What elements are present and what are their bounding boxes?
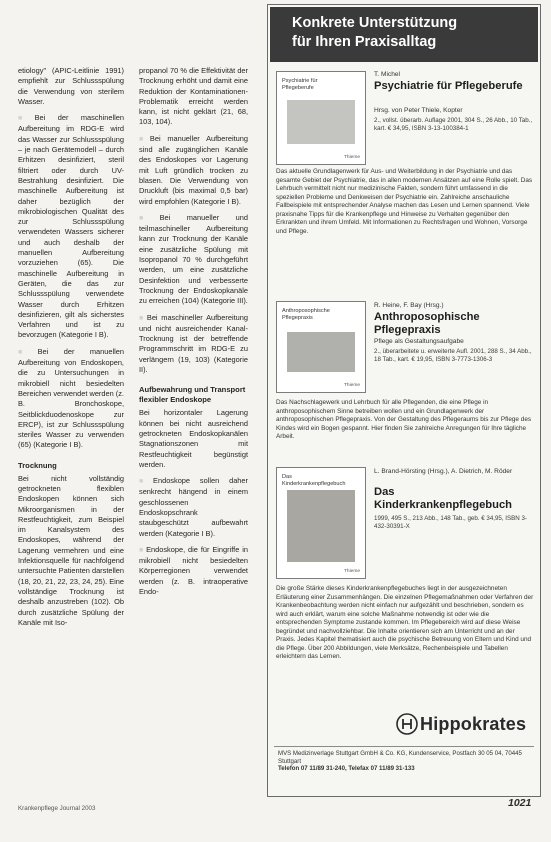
ad-title-line-1: Konkrete Unterstützung — [292, 15, 458, 31]
article-column-1 — [18, 66, 124, 634]
book-cover-psychiatrie — [276, 71, 366, 165]
book-3-meta: 1999, 495 S., 213 Abb., 148 Tab., geb. € 34,95, ISBN 3-432-30391-X — [374, 515, 527, 530]
cover-image-child-photo — [287, 490, 355, 562]
section-heading: Aufbewahrung und Transport flexibler Endoskope — [139, 385, 246, 405]
book-2-subtitle: Pflege als Gestaltungsaufgabe — [374, 338, 464, 345]
book-cover-anthroposophische — [276, 301, 366, 393]
book-2-author: R. Heine, F. Bay (Hrsg.) — [374, 302, 444, 309]
page-number: 1021 — [508, 797, 532, 809]
body-paragraph: propanol 70 % die Effektivität der Trocknung erhöht und damit eine Reduktion der Kontaminationen-Problematik erreicht werden kann, ist nicht geklärt (21, 68, 103, 104). — [139, 66, 248, 127]
book-advertisement — [267, 4, 541, 797]
book-1-subtitle: Hrsg. von Peter Thiele, Kopter — [374, 107, 463, 114]
recommendation-paragraph: ■ Bei der manuellen Aufbereitung von Endoskopen, die zu Untersuchungen in mikrobiell nicht besiedelten Bereichen verwendet werden (z. B. Bronchoskope, Seitblickduodenoskope zur ERCP), ist zur Schlussspülung steriles Wasser zu verwenden (65) (Kategorie I B). — [18, 347, 124, 451]
cover-publisher: Thieme — [344, 155, 360, 160]
book-1-meta: 2., vollst. überarb. Auflage 2001, 304 S., 26 Abb., 10 Tab., kart. € 34,95, ISBN 3-13-100384-1 — [374, 117, 533, 132]
cover-image — [287, 100, 355, 144]
body-paragraph: Bei horizontaler Lagerung können bei nicht ausreichend getrockneten Endoskopkanälen Stagnationszonen mit Restfeuchtigkeit begünstigt werden. — [139, 408, 248, 469]
cover-title: Psychiatrie für Pflegeberufe — [282, 78, 318, 91]
recommendation-paragraph: ■ Bei manueller Aufbereitung sind alle zugänglichen Kanäle des Endoskopes vor Lagerung mit Luft gründlich trocken zu blasen. Die Verwendung von Druckluft (bis maximal 0,5 bar) wird empfohlen (Kategorie I B). — [139, 134, 248, 207]
body-paragraph: etiology" (APIC-Leitlinie 1991) empfiehlt zur Schlussspülung die Verwendung von sterilem Wasser. — [18, 66, 124, 106]
section-heading: Trocknung — [18, 460, 57, 470]
publisher-contact: Telefon 07 11/89 31-240, Telefax 07 11/89 31-133 — [278, 765, 415, 773]
book-2-meta: 2., überarbeitete u. erweiterte Aufl. 2001, 288 S., 34 Abb., 18 Tab., kart. € 19,95, ISBN 3-7773-1306-3 — [374, 348, 532, 363]
cover-title: Anthroposophische Pflegepraxis — [282, 308, 330, 321]
cover-publisher: Thieme — [344, 569, 360, 574]
recommendation-paragraph: ■ Bei manueller und teilmaschineller Aufbereitung kann zur Trocknung der Kanäle eine zusätzliche Spülung mit Isopropanol 70 % durchgeführt werden, um eine zusätzliche Desinfektion und verbesserte Trocknung der Endoskopkanäle zu erreichen (104) (Kategorie III). — [139, 213, 248, 307]
book-3-author: L. Brand-Hörsting (Hrsg.), A. Dietrich, M. Röder — [374, 468, 513, 475]
article-column-2 — [139, 66, 248, 603]
book-cover-kinderkrankenpflege — [276, 467, 366, 579]
recommendation-paragraph: ■ Endoskope, die für Eingriffe in mikrobiell nicht besiedelten Körperregionen verwendet werden (z. B. intraoperative Endo- — [139, 545, 248, 597]
hippokrates-emblem-icon — [396, 713, 418, 735]
ad-header — [270, 7, 538, 62]
book-1-title: Psychiatrie für Pflegeberufe — [374, 80, 523, 92]
cover-title: Das Kinderkrankenpflegebuch — [282, 474, 346, 487]
book-1-description: Das aktuelle Grundlagenwerk für Aus- und Weiterbildung in der Psychiatrie und das gesamte Gebiet der Psychiatrie, das in allen modernen Ansätzen auf eine Rolle spielt. Das Lehrbuch vermittelt nicht nur medizinische Fakten, sondern führt umfassend in die speziellen Probleme und Denkweisen der Psychiatrie ein. Zahlreiche anschauliche Fallbeispiele mit entsprechender Analyse machen das Lesen und Lernen spannend. Viele praxisnahe Tipps für die Krankenpflege und Hinweise zu Verhalten gegenüber den Erkrankten und ihrem Umfeld. Mit Informationen zu Rechtsfragen und Wohnen, Vorsorge und Pflege. — [276, 168, 533, 235]
book-3-title: Das Kinderkrankenpflegebuch — [374, 486, 513, 511]
recommendation-paragraph: ■ Bei der maschinellen Aufbereitung im RDG-E wird das Wasser zur Schlussspülung – je nach Gerätemodell – durch Erhitzen desinfiziert, steril filtriert oder durch UV-Bestrahlung desinfiziert. Die maschinelle Aufbereitung ist daher bezüglich der mikrobiologischen Qualität des zur Schlussspülung verwendeten Wassers sicherer und auch deshalb der manuellen Aufbereitung vorzuziehen (65). Die maschinelle Aufbereitung in Geräten, die das zur Schlussspülung verwendete Wasser durch Erhitzen desinfizieren, gilt als sicherstes Verfahren und ist zu bevorzugen (Kategorie I B). — [18, 113, 124, 341]
book-2-description: Das Nachschlagewerk und Lehrbuch für alle Pflegenden, die eine Pflege in anthroposophischem Sinne betreiben wollen und ein Grundlagenwerk der anthroposophischen Pflegepraxis. Von der Gestaltung des Pflegeraums bis zur Pflege des Kindes wird ein Bogen gespannt. Hier finden Sie zahlreiche Anregungen für Ihre tägliche Arbeit. — [276, 399, 532, 440]
publisher-logo-text: Hippokrates — [420, 714, 527, 734]
cover-publisher: Thieme — [344, 383, 360, 388]
ad-title-line-2: für Ihren Praxisalltag — [292, 34, 437, 50]
cover-image — [287, 332, 355, 372]
publisher-logo — [396, 713, 536, 739]
publisher-address-line-1: MVS Medizinverlage Stuttgart GmbH & Co. KG, Kundenservice, Postfach 30 05 04, 70445 Stuttgart — [278, 750, 522, 765]
book-2-title: Anthroposophische Pflegepraxis — [374, 311, 480, 336]
book-3-description: Die große Stärke dieses Kinderkrankenpflegebuches liegt in der ausgezeichneten Erläuterung einer Zusammenhängen. Die einzelnen Pflegemaßnahmen oder Verfahren der Krankenbeobachtung werden nicht einfach nur aufgezählt und beschrieben, sondern es wird auch erklärt, warum eine solche Maßnahme notwendig ist oder wie die entsprechenden Symptome zustande kommen. Im Pflegebereich wird auf diese Weise begründet und nachvollziehbar. Die Inhalte orientieren sich am Unterricht und an der Praxis. Jedes Kapitel thematisiert auch die psychische Betreuung von Eltern und Kind und die Pflege. Über 200 Abbildungen, viele Merksätze, Rechenbeispiele und Tabellen erleichtern das Lernen. — [276, 585, 534, 660]
ad-divider — [274, 746, 534, 747]
body-paragraph: Bei nicht vollständig getrockneten flexiblen Endoskopen können sich Mikroorganismen in der Restfeuchtigkeit, zum Beispiel im Kanalsystem des Endoskopes, während der Lagerung vermehren und eine Infektionsquelle für nachfolgend untersuchte Patienten darstellen (18, 20, 21, 22, 23, 24, 25). Eine vollständige Trocknung ist deshalb anzustreben (102). Ob durch zusätzliche Spülung der Kanäle mit Iso- — [18, 473, 125, 627]
book-1-author: T. Michel — [374, 71, 401, 78]
recommendation-paragraph: ■ Endoskope sollen daher senkrecht hängend in einem geschlossenen Endoskopschrank staubgeschützt aufbewahrt werden (Kategorie I B). — [139, 476, 248, 539]
recommendation-paragraph: ■ Bei maschineller Aufbereitung und nicht ausreichender Kanal-Trocknung ist der betreffende Programmschritt im RDG-E zu verlängern (19, 103) (Kategorie II). — [139, 313, 248, 376]
publisher-address — [278, 750, 534, 773]
journal-footer: Krankenpflege Journal 2003 — [18, 805, 96, 812]
